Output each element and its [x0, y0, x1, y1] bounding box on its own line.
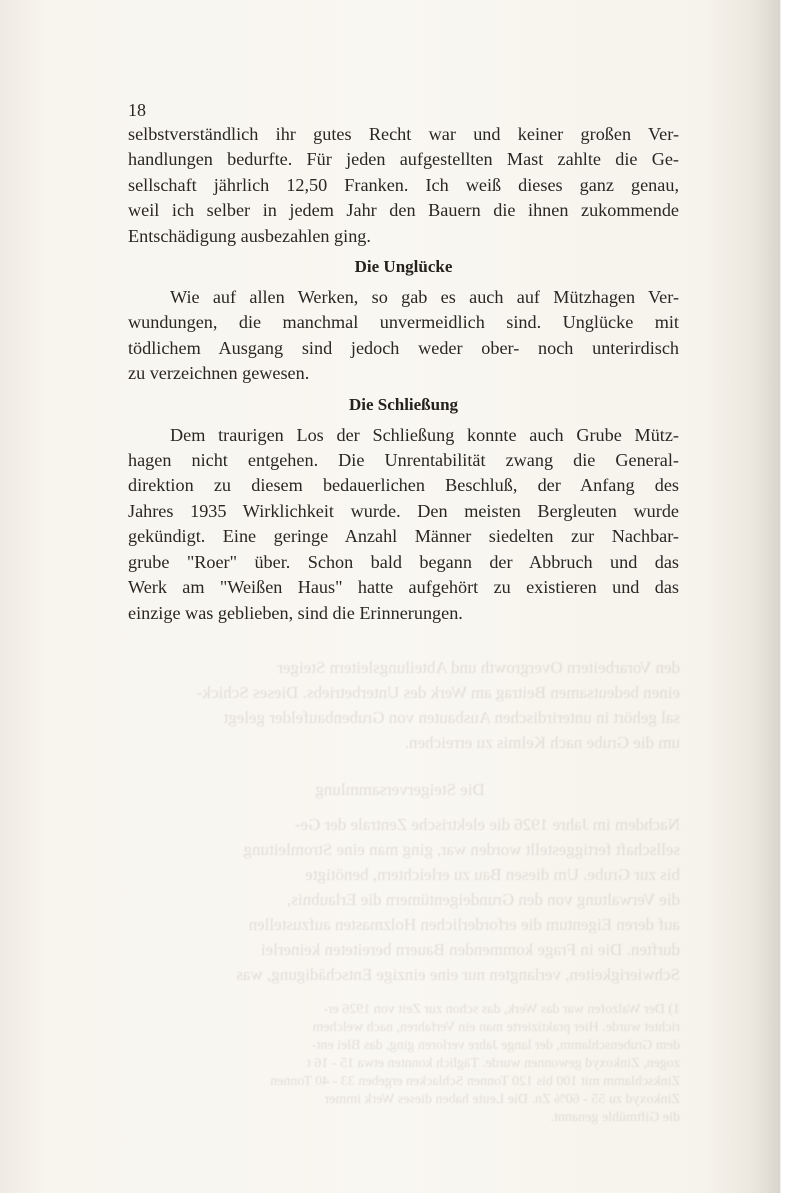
text-line: hagen nicht entgehen. Die Unrentabilität zwang die General-: [128, 450, 679, 471]
text-line: selbstverständlich ihr gutes Recht war und keiner großen Ver-: [128, 124, 679, 144]
bleed-line: einen bedeutsamen Beitrag am Werk des Unterbetriebs. Dieses Schick-: [196, 683, 680, 702]
text-line: gekündigt. Eine geringe Anzahl Männer siedelten zur Nachbar-: [128, 526, 679, 547]
paragraph-closure: [128, 423, 679, 626]
page-body: [128, 98, 679, 626]
page-number: 18: [128, 100, 146, 120]
bleed-line: auf deren Eigentum die erforderlichen Holzmasten aufzustellen: [248, 915, 680, 934]
bleed-line: die Verwaltung von den Grundeigentümern die Erlaubnis,: [287, 890, 680, 909]
bleed-line: sal gehört in unterirdischen Ausbauten von Grubenbaufelder gelegt: [223, 708, 680, 727]
bleed-line: Schwierigkeiten, verlangten nur eine einzige Entschädigung, was: [236, 965, 680, 984]
bleed-line: Nachdem im Jahre 1926 die elektrische Zentrale der Ge-: [294, 815, 680, 834]
bleed-footnote-line: die Giftmühle genannt.: [550, 1110, 680, 1125]
text-line: Dem traurigen Los der Schließung konnte auch Grube Mütz-: [170, 424, 679, 445]
text-line: handlungen bedurfte. Für jeden aufgestellten Mast zahlte die Ge-: [128, 149, 679, 170]
section-heading-accidents: Die Unglücke: [354, 257, 453, 277]
text-line: direktion zu diesem bedauerlichen Beschluß, der Anfang des: [128, 475, 679, 496]
section-heading-closure: Die Schließung: [348, 394, 459, 414]
text-line: einzige was geblieben, sind die Erinnerungen.: [128, 602, 463, 623]
bleed-footnote-line: 1) Der Walzofen war das Werk, das schon zur Zeit von 1926 er-: [323, 1002, 680, 1017]
scan-bottom-edge: [0, 1193, 800, 1200]
text-line: sellschaft jährlich 12,50 Franken. Ich weiß dieses ganz genau,: [128, 174, 679, 195]
bleed-footnote-line: dem Grubenschlamm, der lange Jahre verloren ging, das Blei ent-: [311, 1038, 680, 1053]
text-line: Entschädigung ausbezahlen ging.: [128, 225, 371, 246]
bleed-line: durften. Die in Frage kommenden Bauern bereiteten keinerlei: [260, 940, 680, 959]
text-line: Wie auf allen Werken, so gab es auch auf Mützhagen Ver-: [170, 287, 679, 308]
bleed-footnote-line: richtet wurde. Hier praktizierte man ein Verfahren, nach welchem: [312, 1020, 680, 1035]
bleed-line: sellschaft fertiggestellt worden war, ging man eine Stromleitung: [243, 840, 680, 859]
paragraph-accidents: [128, 285, 679, 387]
text-line: wundungen, die manchmal unvermeidlich sind. Unglücke mit: [128, 312, 679, 333]
bleed-footnote-line: Zinkoxyd zu 55 - 60% Zn. Die Leute haben dieses Werk immer: [324, 1092, 680, 1107]
text-line: grube "Roer" über. Schon bald begann der Abbruch und das: [128, 551, 679, 572]
text-line: weil ich selber in jedem Jahr den Bauern die ihnen zukommende: [128, 200, 679, 221]
bleed-line: um die Grube nach Kelmis zu erreichen.: [404, 733, 680, 752]
bleed-through-text: [120, 655, 680, 1127]
paragraph-continuation: [128, 122, 679, 249]
bleed-line: den Vorarbeitern Overgrowth und Abteilungsleitern Steiger: [277, 658, 680, 677]
text-line: Jahres 1935 Wirklichkeit wurde. Den meisten Bergleuten wurde: [128, 500, 679, 521]
bleed-heading: Die Steigerversammlung: [315, 780, 485, 799]
text-line: tödlichem Ausgang sind jedoch weder ober- noch unterirdisch: [128, 337, 679, 358]
bleed-footnote-line: Zinkschlamm mit 100 bis 120 Tonnen Schlacken ergeben 33 - 40 Tonnen: [270, 1074, 680, 1089]
text-line: Werk am "Weißen Haus" hatte aufgehört zu existieren und das: [128, 577, 679, 598]
bleed-footnote-line: zogen, Zinkoxyd gewonnen wurde. Täglich konnten etwa 15 - 16 t: [307, 1056, 680, 1071]
bleed-line: bis zur Grube. Um diesen Bau zu erleichtern, benötigte: [305, 865, 680, 884]
text-line: zu verzeichnen gewesen.: [128, 363, 310, 384]
